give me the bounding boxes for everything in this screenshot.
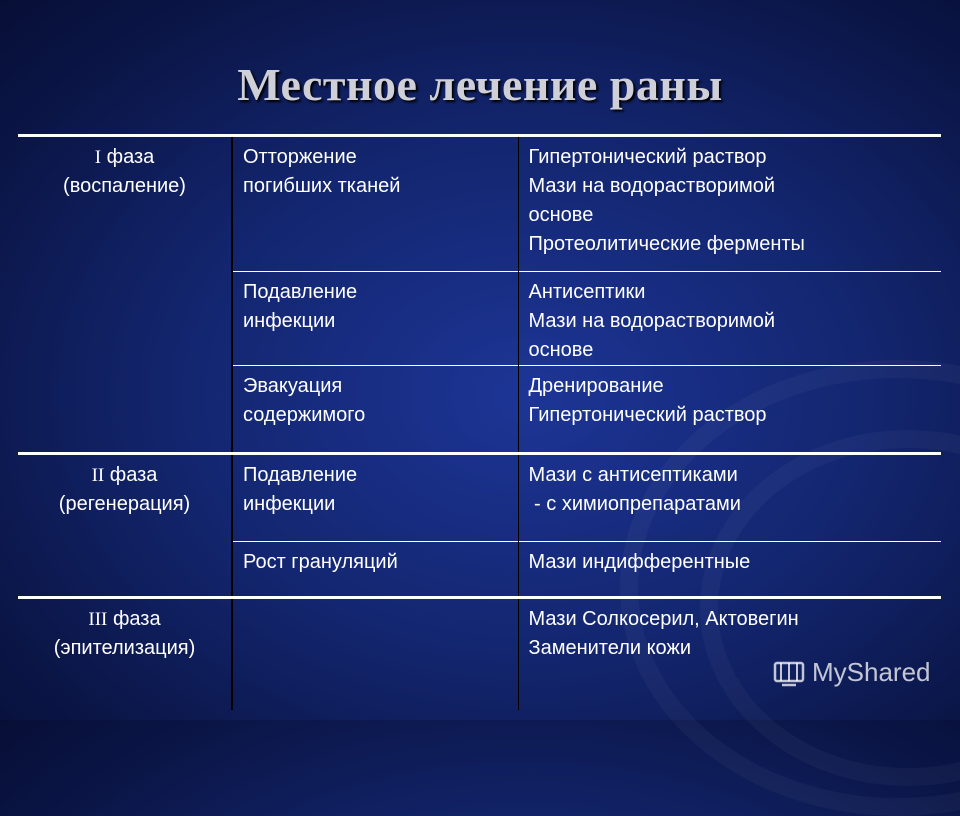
action-cell xyxy=(232,272,518,366)
action-text: инфекции xyxy=(243,493,336,515)
action-text: Подавление xyxy=(243,464,358,486)
means-text: Мази на водорастворимой xyxy=(528,310,776,332)
action-text: инфекции xyxy=(243,310,336,332)
myshared-logo-icon xyxy=(772,655,806,689)
means-text: Мази индифферентные xyxy=(528,551,751,573)
means-text: Мази на водорастворимой xyxy=(528,175,776,197)
watermark xyxy=(772,655,931,689)
phase-number xyxy=(28,605,221,634)
phase-word: фаза xyxy=(109,464,158,486)
means-text: Дренирование xyxy=(528,375,664,397)
action-cell xyxy=(232,542,518,598)
means-cell xyxy=(518,598,941,710)
slide-title: Местное лечение раны xyxy=(237,59,723,110)
means-text: Мази с антисептиками xyxy=(528,464,738,486)
means-text: Заменители кожи xyxy=(528,637,692,659)
phase-word: фаза xyxy=(112,608,161,630)
means-text: основе xyxy=(528,339,594,361)
table-row xyxy=(18,598,941,710)
phase-cell xyxy=(18,454,232,598)
action-text: Отторжение xyxy=(243,146,357,168)
phase-roman: I xyxy=(94,147,102,168)
means-text: Антисептики xyxy=(528,281,646,303)
means-text: основе xyxy=(528,204,594,226)
phase-cell xyxy=(18,136,232,454)
phase-word: фаза xyxy=(106,146,155,168)
phase-number xyxy=(28,143,221,172)
means-text: Гипертонический раствор xyxy=(528,404,767,426)
phase-roman: II xyxy=(91,465,105,486)
means-text: Мази Солкосерил, Актовегин xyxy=(528,608,799,630)
means-cell xyxy=(518,454,941,542)
wound-treatment-table xyxy=(18,134,941,710)
action-cell xyxy=(232,454,518,542)
phase-description: (воспаление) xyxy=(63,175,186,197)
action-text: Рост грануляций xyxy=(243,551,398,573)
action-cell xyxy=(232,366,518,454)
means-cell xyxy=(518,136,941,272)
phase-roman: III xyxy=(88,609,108,630)
action-text: погибших тканей xyxy=(243,175,401,197)
action-text: содержимого xyxy=(243,404,366,426)
means-text: Гипертонический раствор xyxy=(528,146,767,168)
watermark-text: MyShared xyxy=(812,656,931,687)
means-cell xyxy=(518,542,941,598)
action-text: Эвакуация xyxy=(243,375,343,397)
phase-description: (эпителизация) xyxy=(53,637,196,659)
means-text: Протеолитические ферменты xyxy=(528,233,805,255)
phase-number xyxy=(28,461,221,490)
action-text: Подавление xyxy=(243,281,358,303)
action-cell xyxy=(232,136,518,272)
table-row xyxy=(18,454,941,542)
action-cell xyxy=(232,598,518,710)
phase-description: (регенерация) xyxy=(58,493,191,515)
means-text: - с химиопрепаратами xyxy=(528,493,741,515)
phase-cell xyxy=(18,598,232,710)
means-cell xyxy=(518,272,941,366)
means-cell xyxy=(518,366,941,454)
table-row xyxy=(18,136,941,272)
